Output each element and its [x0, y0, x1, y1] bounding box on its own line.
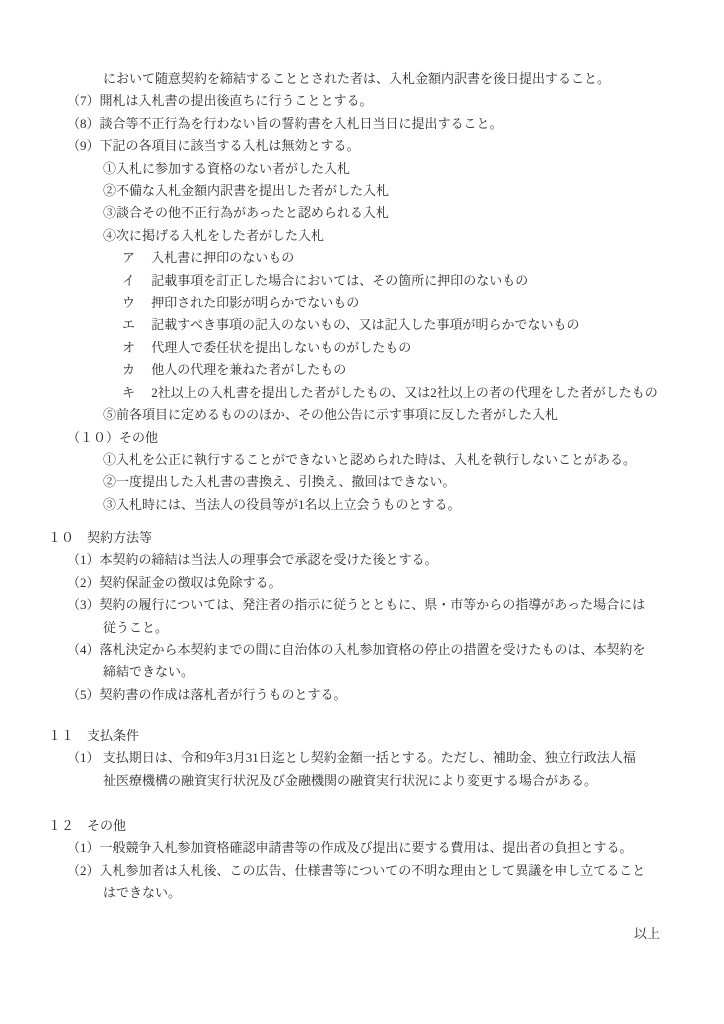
text-line: キ 2社以上の入札書を提出した者がしたもの、又は2社以上の者の代理をした者がしたもの	[122, 384, 658, 400]
block-section-11-payment-terms	[0, 725, 724, 792]
text-line: 従うこと。	[103, 619, 169, 635]
text-line: 締結できない。	[103, 664, 195, 680]
text-line: （9）下記の各項目に該当する入札は無効とする。	[67, 138, 360, 154]
text-line: １０ 契約方法等	[48, 530, 153, 545]
text-line: ③談合その他不正行為があったと認められる入札	[103, 205, 389, 221]
text-line: 祉医療機構の融資実行状況及び金融機関の融資実行状況により変更する場合がある。	[103, 772, 598, 788]
text-line: ②不備な入札金額内訳書を提出した者がした入札	[103, 183, 390, 199]
text-line: ④次に掲げる入札をした者がした入札	[103, 227, 325, 243]
text-line: （2）入札参加者は入札後、この広告、仕様書等についての不明な理由として異議を申し立てること	[67, 862, 646, 878]
text-line: ア 入札書に押印のないもの	[122, 250, 295, 266]
text-line: において随意契約を締結することとされた者は、入札金額内訳書を後日提出すること。	[103, 71, 611, 86]
text-line: はできない。	[103, 885, 182, 901]
text-line: （8）談合等不正行為を行わない旨の誓約書を入札日当日に提出すること。	[67, 115, 503, 131]
closing-statement: 以上	[633, 926, 660, 941]
text-line: （1）本契約の締結は当法人の理事会で承認を受けた後とする。	[67, 552, 438, 568]
text-line: （3）契約の履行については、発注者の指示に従うとともに、県・市等からの指導があった場合には	[67, 597, 646, 613]
text-line: ⑤前各項目に定めるもののほか、その他公告に示す事項に反した者がした入札	[103, 407, 559, 423]
text-line: （1） 支払期日は、令和9年3月31日迄とし契約金額一括とする。ただし、補助金、独立行政法人福	[67, 750, 636, 766]
block-bid-items-7-to-10	[0, 68, 724, 516]
text-line: ①入札を公正に執行することができないと認められた時は、入札を執行しないことがある。	[103, 451, 637, 467]
text-line: （4）落札決定から本契約までの間に自治体の入札参加資格の停止の措置を受けたものは、本契約を	[67, 642, 646, 658]
text-line: （2）契約保証金の徴収は免除する。	[67, 574, 282, 590]
text-line: １２ その他	[48, 818, 127, 833]
text-line: （１０）その他	[67, 429, 159, 445]
text-line: カ 他人の代理を兼ねた者がしたもの	[122, 362, 347, 378]
text-line: ウ 押印された印影が明らかでないもの	[122, 295, 360, 311]
block-section-10-contract-method	[0, 527, 724, 706]
text-line: オ 代理人で委任状を提出しないものがしたもの	[122, 339, 412, 355]
text-line: エ 記載すべき事項の記入のないもの、又は記入した事項が明らかでないもの	[122, 317, 580, 333]
text-line: ②一度提出した入札書の書換え、引換え、撤回はできない。	[103, 474, 456, 490]
text-line: （1）一般競争入札参加資格確認申請書等の作成及び提出に要する費用は、提出者の負担とする。	[67, 840, 633, 856]
text-line: ③入札時には、当法人の役員等が1名以上立会うものとする。	[103, 496, 461, 512]
text-line: １１ 支払条件	[48, 728, 140, 743]
text-line: ①入札に参加する資格のない者がした入札	[103, 160, 351, 176]
text-line: イ 記載事項を訂正した場合においては、その箇所に押印のないもの	[122, 272, 529, 288]
block-section-12-misc	[0, 815, 724, 905]
text-line: （5）契約書の作成は落札者が行うものとする。	[67, 686, 347, 702]
text-line: （7）開札は入札書の提出後直ちに行うこととする。	[67, 93, 373, 109]
